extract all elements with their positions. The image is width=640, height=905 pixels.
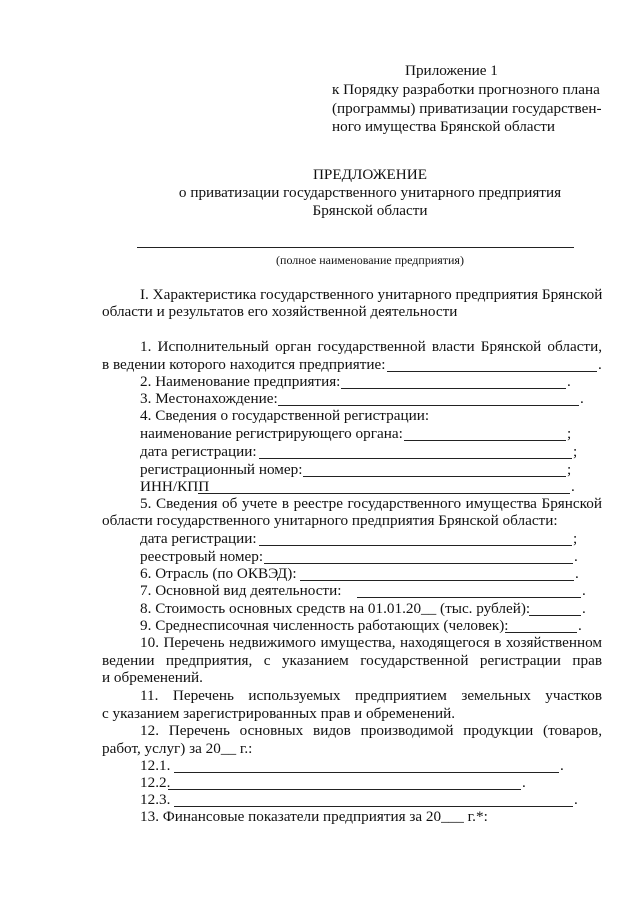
item-12-2-label: 12.2. bbox=[140, 774, 171, 791]
item-12-3-label: 12.3. bbox=[140, 791, 171, 808]
item-4-registrar-field[interactable] bbox=[404, 440, 566, 441]
item-5-date-field[interactable] bbox=[259, 545, 572, 546]
item-12-1-label: 12.1. bbox=[140, 757, 171, 774]
item-5-line-2: области государственного унитарного предприятия Брянской области: bbox=[102, 512, 558, 529]
item-5-number-field[interactable] bbox=[264, 563, 573, 564]
item-6-period: . bbox=[575, 565, 579, 582]
item-12-1-period: . bbox=[560, 757, 564, 774]
item-4-date-semicolon: ; bbox=[573, 443, 578, 460]
item-8-period: . bbox=[582, 600, 586, 617]
item-12-2-period: . bbox=[522, 774, 526, 791]
item-5-date-semicolon: ; bbox=[573, 530, 578, 547]
appendix-title: Приложение 1 bbox=[405, 62, 498, 79]
item-9-label: 9. Среднесписочная численность работающих (человек): bbox=[140, 617, 509, 634]
item-2-period: . bbox=[567, 373, 571, 390]
item-11-line-2: с указанием зарегистрированных прав и обременений. bbox=[102, 705, 456, 722]
item-13-label: 13. Финансовые показатели предприятия за 20___ г.*: bbox=[140, 808, 488, 825]
item-6-field[interactable] bbox=[300, 580, 574, 581]
document-subtitle-1: о приватизации государственного унитарного предприятия bbox=[178, 184, 562, 201]
item-2-field[interactable] bbox=[341, 388, 566, 389]
item-7-field[interactable] bbox=[357, 597, 581, 598]
item-6-label: 6. Отрасль (по ОКВЭД): bbox=[140, 565, 297, 582]
item-7-period: . bbox=[582, 582, 586, 599]
item-3-label: 3. Местонахождение: bbox=[140, 390, 278, 407]
item-12-3-field[interactable] bbox=[174, 806, 573, 807]
item-1-line-2: в ведении которого находится предприятие: bbox=[102, 356, 386, 373]
item-9-field[interactable] bbox=[505, 632, 577, 633]
item-8-field[interactable] bbox=[529, 615, 581, 616]
item-5-line-1: 5. Сведения об учете в реестре государственного имущества Брянской bbox=[140, 495, 602, 512]
item-3-field[interactable] bbox=[278, 405, 579, 406]
item-11-line-1: 11. Перечень используемых предприятием земельных участков bbox=[140, 687, 602, 704]
item-12-2-field[interactable] bbox=[168, 789, 521, 790]
item-12-line-1: 12. Перечень основных видов производимой продукции (товаров, bbox=[140, 722, 602, 739]
appendix-line-3: ного имущества Брянской области bbox=[332, 118, 556, 135]
item-4-registrar-label: наименование регистрирующего органа: bbox=[140, 425, 403, 442]
section-heading-2: области и результатов его хозяйственной деятельности bbox=[102, 303, 458, 320]
appendix-line-1: к Порядку разработки прогнозного плана bbox=[332, 81, 600, 98]
item-10-line-2: ведении предприятия, с указанием государственной регистрации прав bbox=[102, 652, 602, 669]
item-1-period: . bbox=[598, 356, 602, 373]
item-7-label: 7. Основной вид деятельности: bbox=[140, 582, 342, 599]
item-12-line-2: работ, услуг) за 20__ г.: bbox=[102, 740, 253, 757]
item-4-date-label: дата регистрации: bbox=[140, 443, 257, 460]
item-8-label: 8. Стоимость основных средств на 01.01.20__ (тыс. рублей): bbox=[140, 600, 531, 617]
item-5-number-period: . bbox=[574, 548, 578, 565]
item-5-date-label: дата регистрации: bbox=[140, 530, 257, 547]
enterprise-name-caption: (полное наименование предприятия) bbox=[276, 253, 464, 267]
item-4-number-field[interactable] bbox=[303, 476, 566, 477]
document-subtitle-2: Брянской области bbox=[312, 202, 428, 219]
item-4-number-label: регистрационный номер: bbox=[140, 461, 303, 478]
section-heading-1: I. Характеристика государственного унитарного предприятия Брянской bbox=[140, 286, 603, 303]
item-4-inn-period: . bbox=[571, 478, 575, 495]
item-3-period: . bbox=[580, 390, 584, 407]
item-1-line-1: 1. Исполнительный орган государственной власти Брянской области, bbox=[140, 338, 602, 355]
item-4-label: 4. Сведения о государственной регистрации: bbox=[140, 407, 430, 424]
item-2-label: 2. Наименование предприятия: bbox=[140, 373, 341, 390]
document-title: ПРЕДЛОЖЕНИЕ bbox=[312, 166, 428, 183]
item-12-3-period: . bbox=[574, 791, 578, 808]
item-4-inn-label: ИНН/КПП bbox=[140, 478, 210, 495]
item-9-period: . bbox=[578, 617, 582, 634]
item-12-1-field[interactable] bbox=[174, 772, 559, 773]
item-4-inn-field[interactable] bbox=[198, 493, 570, 494]
item-4-number-semicolon: ; bbox=[567, 461, 572, 478]
item-10-line-3: и обременений. bbox=[102, 669, 203, 686]
enterprise-name-line[interactable] bbox=[137, 247, 574, 248]
item-1-field[interactable] bbox=[387, 371, 597, 372]
item-4-registrar-semicolon: ; bbox=[567, 425, 572, 442]
item-4-date-field[interactable] bbox=[259, 458, 572, 459]
item-10-line-1: 10. Перечень недвижимого имущества, находящегося в хозяйственном bbox=[140, 634, 602, 651]
appendix-line-2: (программы) приватизации государствен- bbox=[332, 100, 602, 117]
item-5-number-label: реестровый номер: bbox=[140, 548, 264, 565]
